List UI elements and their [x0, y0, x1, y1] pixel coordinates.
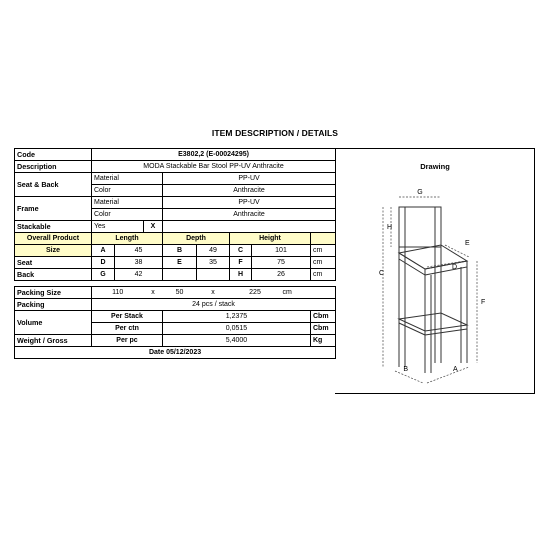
dim-c-label: C: [230, 245, 252, 257]
description-value: MODA Stackable Bar Stool PP-UV Anthracite: [92, 161, 336, 173]
seat-unit: cm: [311, 257, 336, 269]
overall-row: [15, 245, 336, 257]
dim-e-value: 35: [197, 257, 230, 269]
drawing-label-a: A: [453, 366, 458, 373]
code-value: E3802,2 (E-00024295): [92, 149, 336, 161]
weight-per-pc-label: Per pc: [92, 335, 163, 347]
back-row: [15, 269, 336, 281]
drawing-panel: [335, 148, 535, 394]
dimensions-header-row: [15, 233, 336, 245]
seat-front-edge: [399, 253, 425, 275]
packing-size-spacer: [311, 287, 336, 299]
description-label: Description: [15, 161, 92, 173]
spec-table: [14, 148, 336, 359]
frame-material-row: [15, 197, 336, 209]
dim-a-value: 45: [115, 245, 163, 257]
drawing-title: Drawing: [420, 162, 450, 171]
bar-stool-drawing: [335, 149, 535, 395]
packing-size-label: Packing Size: [15, 287, 92, 299]
date-row: [15, 347, 336, 359]
date-cell: Date 05/12/2023: [15, 347, 336, 359]
dim-a-label: A: [92, 245, 115, 257]
drawing-label-g: G: [417, 189, 423, 196]
dim-line-b: [395, 371, 423, 383]
dim-b-label: B: [163, 245, 197, 257]
packing-size-h: 225: [230, 287, 281, 299]
drawing-label-b: B: [403, 366, 408, 373]
dim-d-label: D: [92, 257, 115, 269]
volume-per-ctn-unit: Cbm: [311, 323, 336, 335]
volume-per-ctn: 0,0515: [163, 323, 311, 335]
weight-unit: Kg: [311, 335, 336, 347]
sheet-title: ITEM DESCRIPTION / DETAILS: [211, 128, 339, 138]
code-label: Code: [15, 149, 92, 161]
dim-c-value: 101: [252, 245, 311, 257]
dim-h-value: 26: [252, 269, 311, 281]
seat-back-material-row: [15, 173, 336, 185]
seat-back-material: PP-UV: [163, 173, 336, 185]
packing-value: 24 pcs / stack: [92, 299, 336, 311]
back-label: Back: [15, 269, 92, 281]
overall-size-label2: Size: [15, 245, 92, 257]
weight-row: [15, 335, 336, 347]
volume-label: Volume: [15, 311, 92, 335]
frame-color: Anthracite: [163, 209, 336, 221]
weight-label: Weight / Gross: [15, 335, 92, 347]
packing-size-x1: x: [144, 287, 163, 299]
code-row: [15, 149, 336, 161]
frame-material-label: Material: [92, 197, 163, 209]
overall-size-label1: Overall Product: [15, 233, 92, 245]
frame-material: PP-UV: [163, 197, 336, 209]
stackable-row: [15, 221, 336, 233]
volume-per-stack: 1,2375: [163, 311, 311, 323]
length-header: Length: [92, 233, 163, 245]
seat-back-color: Anthracite: [163, 185, 336, 197]
dim-f-value: 75: [252, 257, 311, 269]
packing-size-unit: cm: [281, 287, 311, 299]
description-row: [15, 161, 336, 173]
back-unit: cm: [311, 269, 336, 281]
stackable-spacer: [163, 221, 336, 233]
overall-unit: cm: [311, 245, 336, 257]
drawing-label-c: C: [378, 270, 384, 277]
dim-g-value: 42: [115, 269, 163, 281]
drawing-label-f: F: [481, 299, 486, 306]
volume-per-stack-label: Per Stack: [92, 311, 163, 323]
seat-row: [15, 257, 336, 269]
dim-line-d: [427, 261, 465, 267]
dim-g-label: G: [92, 269, 115, 281]
drawing-label-e: E: [465, 240, 470, 247]
stackable-label: Stackable: [15, 221, 92, 233]
packing-label: Packing: [15, 299, 92, 311]
back-depth-spacer: [163, 269, 197, 281]
seat-label: Seat: [15, 257, 92, 269]
volume-per-stack-row: [15, 311, 336, 323]
header-unit-spacer: [311, 233, 336, 245]
dim-line-a: [427, 367, 469, 383]
dim-e-label: E: [163, 257, 197, 269]
packing-size-l: 110: [92, 287, 144, 299]
packing-size-x2: x: [197, 287, 230, 299]
volume-per-ctn-label: Per ctn: [92, 323, 163, 335]
footrest: [399, 313, 467, 331]
volume-per-stack-unit: Cbm: [311, 311, 336, 323]
packing-size-w: 50: [163, 287, 197, 299]
dim-b-value: 49: [197, 245, 230, 257]
seat-back-label: Seat & Back: [15, 173, 92, 197]
seat-back-material-label: Material: [92, 173, 163, 185]
packing-row: [15, 299, 336, 311]
dim-f-label: F: [230, 257, 252, 269]
dim-d-value: 38: [115, 257, 163, 269]
drawing-label-d: D: [452, 264, 458, 271]
seat-back-color-label: Color: [92, 185, 163, 197]
weight-per-pc: 5,4000: [163, 335, 311, 347]
packing-size-row: [15, 287, 336, 299]
back-depth-spacer-2: [197, 269, 230, 281]
depth-header: Depth: [163, 233, 230, 245]
stackable-mark: X: [144, 221, 163, 233]
frame-color-label: Color: [92, 209, 163, 221]
dim-h-label: H: [230, 269, 252, 281]
drawing-label-h: H: [386, 224, 392, 231]
frame-label: Frame: [15, 197, 92, 221]
stackable-yes: Yes: [92, 221, 144, 233]
height-header: Height: [230, 233, 311, 245]
